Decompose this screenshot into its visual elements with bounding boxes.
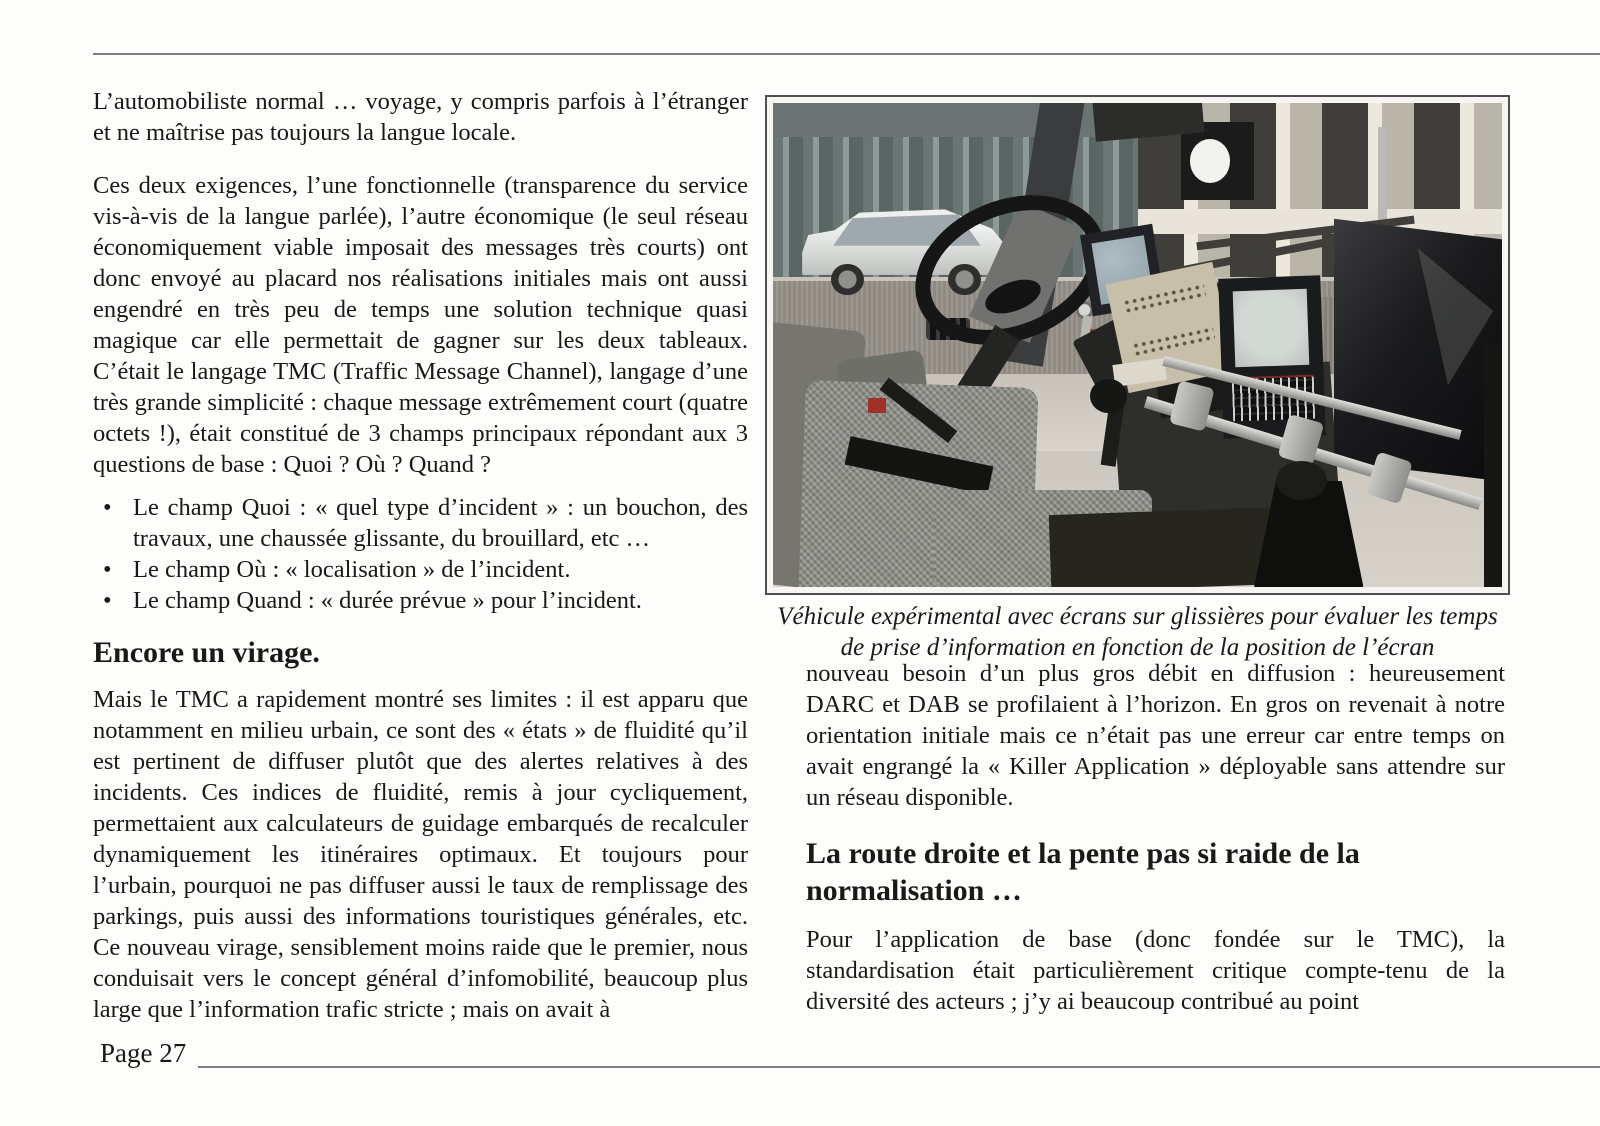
footer-rule xyxy=(198,1066,1600,1068)
photo-plate-holes xyxy=(1131,326,1215,357)
section-heading-normalisation: La route droite et la pente pas si raide de la normalisation … xyxy=(806,837,1360,907)
photo-shifter-knob xyxy=(1090,379,1126,413)
paragraph-tmc-limites: Mais le TMC a rapidement montré ses limites : il est apparu que notamment en milieu urbain, ce sont des « états » de fluidité qu’il est pertinent de diffuser plutôt que des alertes relatives à des incidents. Ces indices de fluidité, remis à jour cycliquement, permettaient aux calculateurs de guidage embarqués de recalculer dynamiquement les itinéraires optimaux. Et toujours pour l’urbain, pourquoi ne pas diffuser aussi le taux de remplissage des parkings, puis aussi des informations touristiques générales, etc. Ce nouveau virage, sensiblement moins raide que le premier, nous conduisait vers le concept général d’infomobilité, beaucoup plus large que l’information trafic stricte ; mais on avait à xyxy=(93,686,748,1023)
list-item-ou: • Le champ Où : « localisation » de l’incident. xyxy=(93,554,748,585)
photo-gear-knob xyxy=(1276,461,1327,500)
right-column xyxy=(806,658,1505,1039)
tmc-fields-list xyxy=(93,492,748,616)
section-heading-encore-un-virage: Encore un virage. xyxy=(93,636,320,669)
paragraph-standardisation: Pour l’application de base (donc fondée sur le TMC), la standardisation était particulièrement critique compte-tenu de la diversité des acteurs ; j’y ai beaucoup contribué au point xyxy=(806,926,1505,1015)
photo-image-area xyxy=(773,103,1502,587)
list-item-quand: • Le champ Quand : « durée prévue » pour l’incident. xyxy=(93,585,748,616)
page-number: Page 27 xyxy=(100,1038,187,1068)
paragraph-nouveau-besoin: nouveau besoin d’un plus gros débit en diffusion : heureusement DARC et DAB se profilaient à l’horizon. En gros on revenait à notre orientation initiale mais ce n’était pas une erreur car entre temps on avait engrangé la « Killer Application » déployable sans attendre sur un réseau disponible. xyxy=(806,660,1505,811)
photo-right-pillar xyxy=(1484,345,1502,587)
paragraph-exigences: Ces deux exigences, l’une fonctionnelle (transparence du service vis-à-vis de la langue parlée), l’autre économique (le seul réseau économiquement viable imposait des messages très courts) ont donc envoyé au placard nos réalisations initiales mais ont aussi engendré en très peu de temps une solution technique quasi magique car elle permettait de gagner sur les deux tableaux. C’était le langage TMC (Traffic Message Channel), langage d’une très grande simplicité : chaque message extrêmement court (quatre octets !), était constitué de 3 champs principaux répondant aux 3 questions de base : Quoi ? Où ? Quand ? xyxy=(93,172,748,478)
photo-dark-display-panel xyxy=(1334,219,1502,482)
top-rule xyxy=(93,53,1600,55)
photo-caption: Véhicule expérimental avec écrans sur glissières pour évaluer les temps de prise d’information en fonction de la position de l’écran xyxy=(777,603,1498,661)
list-item-quoi: • Le champ Quoi : « quel type d’incident » : un bouchon, des travaux, une chaussée glissante, du brouillard, etc … xyxy=(93,492,748,554)
paragraph-intro: L’automobiliste normal … voyage, y compris parfois à l’étranger et ne maîtrise pas toujours la langue locale. xyxy=(93,88,748,146)
photo-dish-sign xyxy=(1181,122,1254,199)
left-column xyxy=(93,86,748,1047)
photo-car-wheel-front xyxy=(831,264,864,295)
photo-crt-screen xyxy=(1233,289,1309,368)
photo-seat-lever-tip xyxy=(868,398,886,413)
photo-crt-monitor xyxy=(1219,276,1327,439)
photo-plate-holes xyxy=(1122,282,1206,313)
experimental-vehicle-photo xyxy=(765,95,1510,595)
